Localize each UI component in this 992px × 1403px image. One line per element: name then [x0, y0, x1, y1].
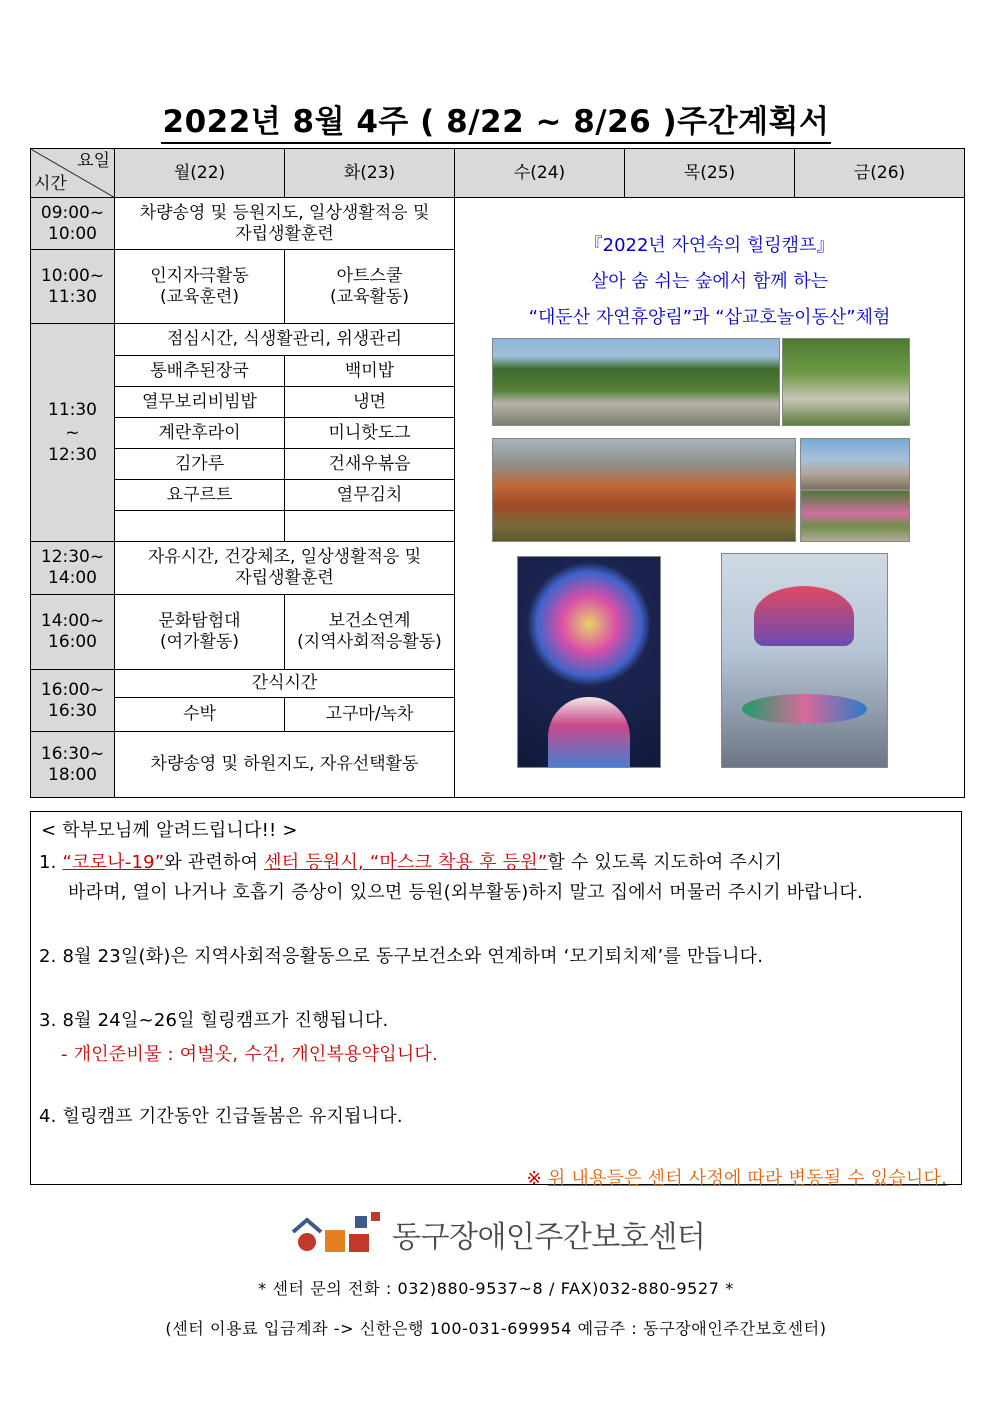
menu-item: 요구르트 [115, 480, 285, 511]
menu-item: 열무김치 [285, 480, 455, 511]
activity-cell-tue: 보건소연계 (지역사회적응활동) [285, 595, 455, 670]
menu-item: 통배추된장국 [115, 356, 285, 387]
notice-item-4: 4. 힐링캠프 기간동안 긴급돌봄은 유지됩니다. [39, 1106, 403, 1127]
notice-item-1-line2: 바라며, 열이 나거나 호흡기 증상이 있으면 등원(외부활동)하지 말고 집에서 머물러 주시기 바랍니다. [68, 882, 863, 903]
menu-item: 미니핫도그 [285, 418, 455, 449]
activity-cell: 차량송영 및 하원지도, 자유선택활동 [115, 732, 455, 798]
slot-row [31, 198, 965, 250]
time-label: 시간 [34, 174, 67, 194]
camp-announcement: 『2022년 자연속의 힐링캠프』 살아 숨 쉬는 숲에서 함께 하는 “대둔산 자연휴양림”과 “삽교호놀이동산”체험 [528, 235, 891, 328]
rocky-peak-photo [800, 438, 910, 490]
amusement-ride-photo [721, 553, 888, 768]
menu-item: 냉면 [285, 387, 455, 418]
menu-item [115, 511, 285, 542]
day-label: 요일 [77, 151, 110, 171]
activity-cell-tue: 아트스쿨 (교육활동) [285, 250, 455, 324]
activity-cell: 차량송영 및 등원지도, 일상생활적응 및 자립생활훈련 [115, 198, 455, 250]
time-cell: 14:00~ 16:00 [31, 595, 115, 670]
day-header-fri: 금(26) [795, 149, 965, 198]
ferris-wheel-night-photo [517, 556, 661, 768]
time-cell: 16:30~ 18:00 [31, 732, 115, 798]
notice-footnote: ※ 위 내용들은 센터 사정에 따라 변동될 수 있습니다. [526, 1168, 947, 1189]
activity-cell: 자유시간, 건강체조, 일상생활적응 및 자립생활훈련 [115, 542, 455, 595]
lunch-title: 점심시간, 식생활관리, 위생관리 [115, 324, 455, 356]
activity-cell-mon: 문화탐험대 (여가활동) [115, 595, 285, 670]
flower-path-photo [800, 490, 910, 542]
day-header-thu: 목(25) [625, 149, 795, 198]
time-cell: 16:00~ 16:30 [31, 670, 115, 732]
menu-item: 백미밥 [285, 356, 455, 387]
center-logo-icon [289, 1208, 381, 1256]
time-cell: 11:30 ~ 12:30 [31, 324, 115, 542]
menu-item: 김가루 [115, 449, 285, 480]
forest-road-photo [492, 338, 780, 426]
corner-cell [31, 149, 115, 198]
snack-item: 수박 [115, 698, 285, 732]
notice-item-2: 2. 8월 23일(화)은 지역사회적응활동으로 동구보건소와 연계하며 ‘모기퇴치제’를 만듭니다. [39, 946, 764, 967]
forest-path-photo [782, 338, 910, 426]
snack-title: 간식시간 [115, 670, 455, 698]
day-header-mon: 월(22) [115, 149, 285, 198]
notice-item-3: 3. 8월 24일~26일 힐링캠프가 진행됩니다. [39, 1010, 389, 1031]
notice-item-1: 1. “코로나-19”와 관련하여 센터 등원시, “마스크 착용 후 등원”할 수 있도록 지도하여 주시기 [39, 852, 783, 873]
day-header-wed: 수(24) [455, 149, 625, 198]
snack-item: 고구마/녹차 [285, 698, 455, 732]
contact-info: * 센터 문의 전화 : 032)880-9537~8 / FAX)032-880-9527 * [258, 1279, 734, 1298]
parent-notice [30, 811, 962, 1189]
notice-item-3-sub: - 개인준비물 : 여벌옷, 수건, 개인복용약입니다. [61, 1044, 438, 1065]
menu-item: 건새우볶음 [285, 449, 455, 480]
time-cell: 09:00~ 10:00 [31, 198, 115, 250]
account-info: (센터 이용료 입금계좌 -> 신한은행 100-031-699954 예금주 : 동구장애인주간보호센터) [165, 1319, 827, 1338]
time-cell: 10:00~ 11:30 [31, 250, 115, 324]
page-title: 2022년 8월 4주 ( 8/22 ~ 8/26 )주간계획서 [0, 96, 992, 141]
center-name: 동구장애인주간보호센터 [392, 1220, 706, 1255]
day-header-tue: 화(23) [285, 149, 455, 198]
menu-item: 계란후라이 [115, 418, 285, 449]
autumn-mountain-photo [492, 438, 796, 542]
menu-item [285, 511, 455, 542]
notice-heading: < 학부모님께 알려드립니다!! > [41, 820, 298, 841]
activity-cell-mon: 인지자극활동 (교육훈련) [115, 250, 285, 324]
header-row [31, 149, 965, 198]
menu-item: 열무보리비빔밥 [115, 387, 285, 418]
time-cell: 12:30~ 14:00 [31, 542, 115, 595]
